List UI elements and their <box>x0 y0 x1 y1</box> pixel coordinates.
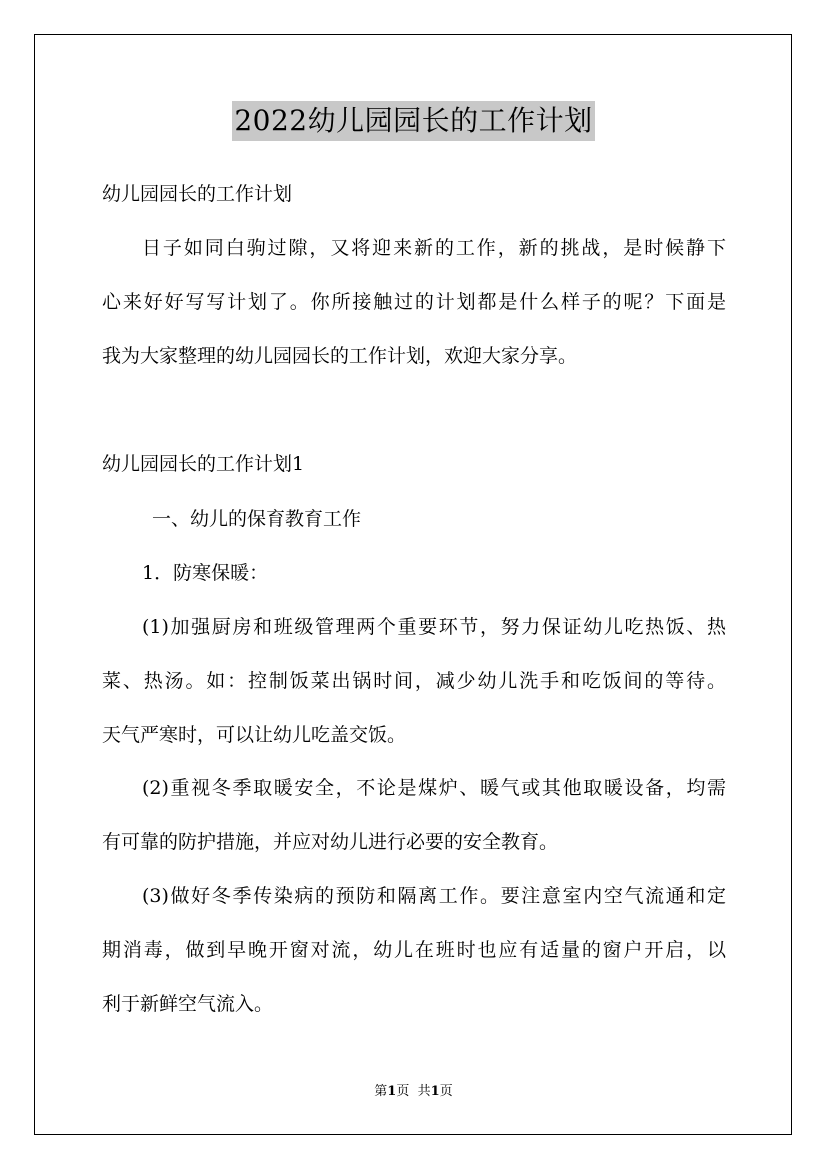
footer-total-label: 共 <box>417 1084 431 1099</box>
footer-total-pages: 1 <box>430 1084 440 1099</box>
para3-line-3: 利于新鲜空气流入。 <box>102 993 274 1015</box>
title-container <box>0 101 827 141</box>
intro-line-3: 我为大家整理的幼儿园园长的工作计划，欢迎大家分享。 <box>102 345 578 367</box>
para1-line-3: 天气严寒时，可以让幼儿吃盖交饭。 <box>102 724 407 746</box>
intro-line-1: 日子如同白驹过隙，又将迎来新的工作，新的挑战，是时候静下 <box>142 237 726 259</box>
intro-line-2: 心来好好写写计划了。你所接触过的计划都是什么样子的呢？下面是 <box>102 291 726 313</box>
footer-page-unit: 页 <box>396 1084 410 1099</box>
subtitle: 幼儿园园长的工作计划 <box>102 183 293 205</box>
para1-line-1: (1)加强厨房和班级管理两个重要环节，努力保证幼儿吃热饭、热 <box>142 616 726 638</box>
footer-total-unit: 页 <box>439 1084 453 1099</box>
footer-page-number: 1 <box>387 1084 397 1099</box>
item-heading: 1．防寒保暖： <box>142 562 269 584</box>
para3-line-2: 期消毒，做到早晚开窗对流，幼儿在班时也应有适量的窗户开启，以 <box>102 939 726 961</box>
part-heading: 一、幼儿的保育教育工作 <box>152 508 362 530</box>
section-heading: 幼儿园园长的工作计划1 <box>102 453 305 475</box>
footer-prefix: 第 <box>374 1084 388 1099</box>
para1-line-2: 菜、热汤。如：控制饭菜出锅时间，减少幼儿洗手和吃饭间的等待。 <box>102 670 726 692</box>
document-title: 2022幼儿园园长的工作计划 <box>232 101 594 141</box>
para2-line-2: 有可靠的防护措施，并应对幼儿进行必要的安全教育。 <box>102 831 559 853</box>
para2-line-1: (2)重视冬季取暖安全，不论是煤炉、暖气或其他取暖设备，均需 <box>142 777 726 799</box>
para3-line-1: (3)做好冬季传染病的预防和隔离工作。要注意室内空气流通和定 <box>142 885 726 907</box>
page-footer <box>0 1084 827 1100</box>
